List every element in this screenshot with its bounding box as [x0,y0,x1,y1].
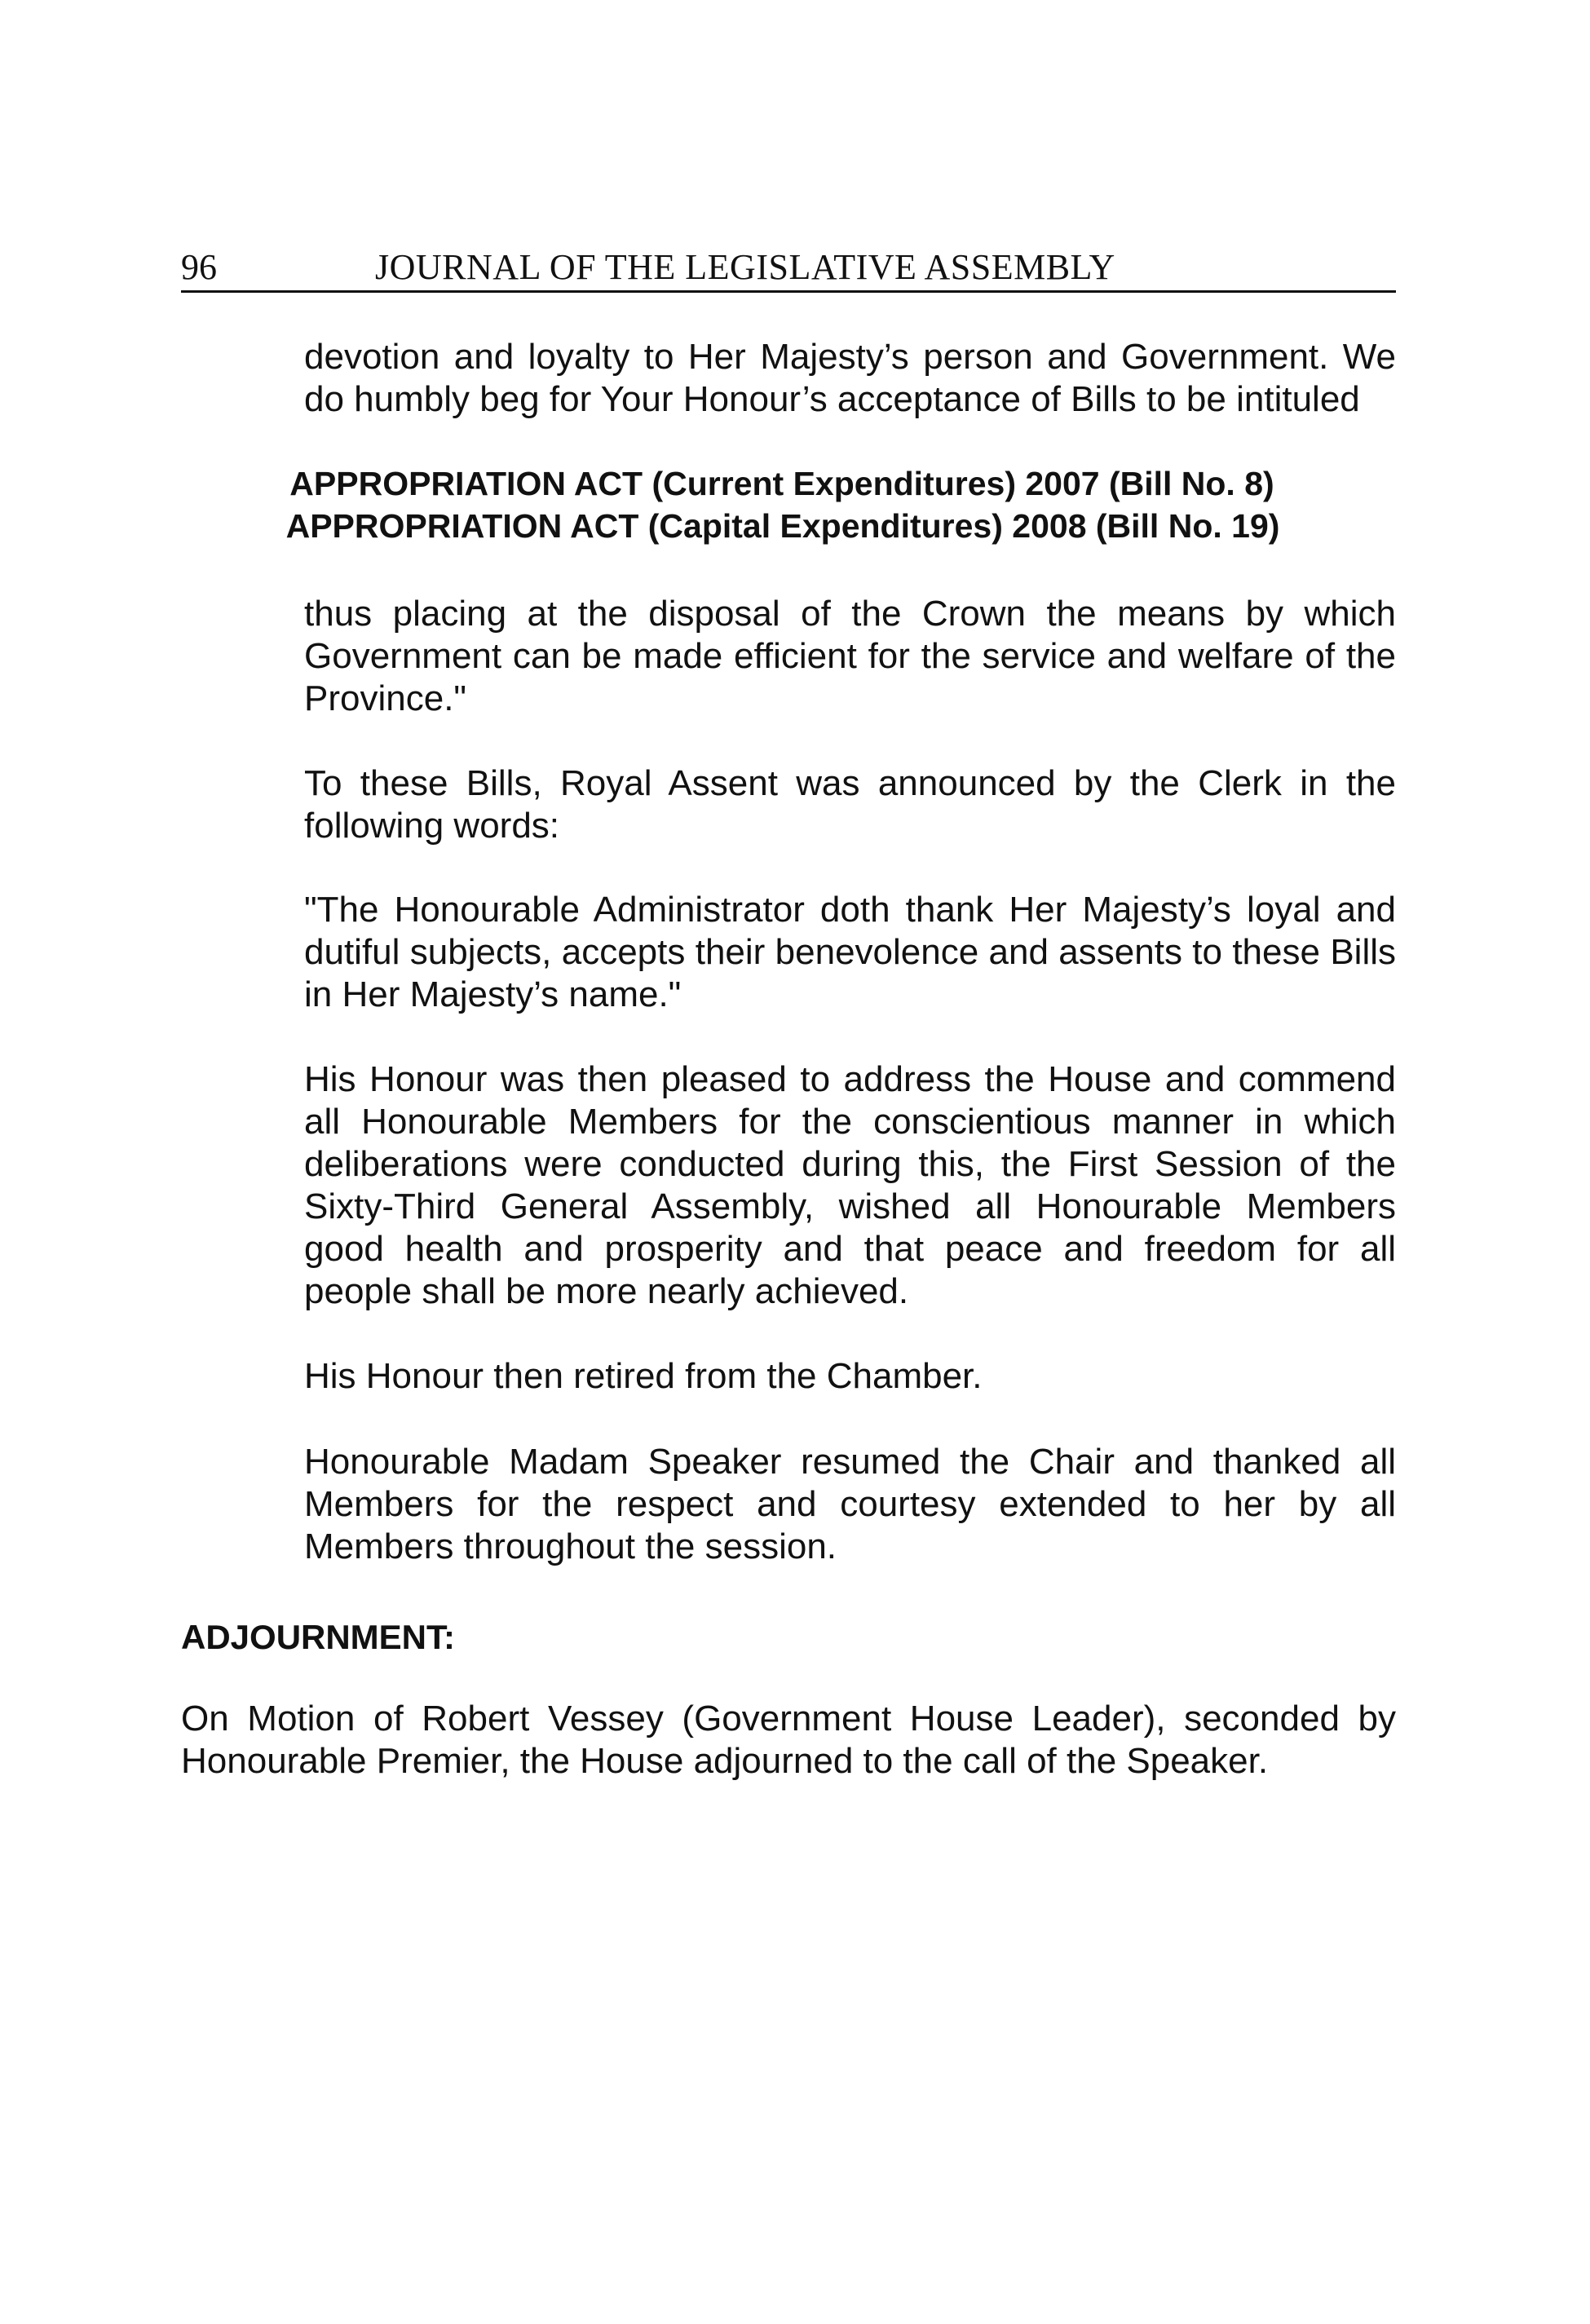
bill-title-capital-expenditures: APPROPRIATION ACT (Capital Expenditures) 2008 (Bill No. 19) [285,507,1280,545]
paragraph-speaker-resumed-chair: Honourable Madam Speaker resumed the Chair and thanked all Members for the respect and courtesy extended to her by all Members throughout the session. [304,1442,1396,1566]
running-title: JOURNAL OF THE LEGISLATIVE ASSEMBLY [375,247,1115,287]
paragraph-retired-from-chamber: His Honour then retired from the Chamber. [304,1356,983,1396]
paragraph-disposal-of-crown: thus placing at the disposal of the Crown the means by which Government can be made efficient for the service and welfare of the Province." [304,594,1396,718]
paragraph-administrator-thanks: "The Honourable Administrator doth thank Her Majesty’s loyal and dutiful subjects, accepts their benevolence and assents to these Bills in Her Majesty’s name." [304,890,1396,1014]
paragraph-royal-assent: To these Bills, Royal Assent was announced by the Clerk in the following words: [304,763,1396,846]
paragraph-adjournment-motion: On Motion of Robert Vessey (Government House Leader), seconded by Honourable Premier, the House adjourned to the call of the Speaker. [181,1699,1396,1781]
bill-title-current-expenditures: APPROPRIATION ACT (Current Expenditures) 2007 (Bill No. 8) [289,465,1274,502]
adjournment-heading: ADJOURNMENT: [181,1618,455,1656]
paragraph-his-honour-address: His Honour was then pleased to address the House and commend all Honourable Members for the conscientious manner in which deliberations were conducted during this, the First Session of the Sixty-Third General Assembly, wished all Honourable Members good health and prosperity and that peace and freedom for all people shall be more nearly achieved. [304,1059,1396,1311]
page-number: 96 [181,247,217,287]
page-header [181,245,1396,293]
paragraph-devotion: devotion and loyalty to Her Majesty’s person and Government. We do humbly beg for Your Honour’s acceptance of Bills to be intituled [304,337,1396,419]
bill-titles [181,462,1396,547]
